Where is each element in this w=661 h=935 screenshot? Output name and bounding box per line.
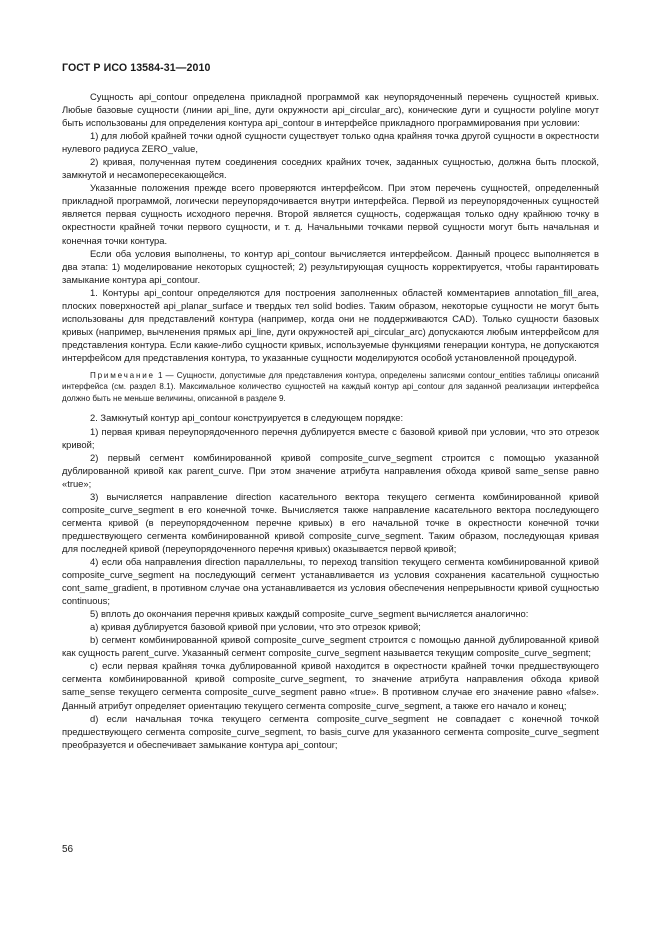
paragraph: Если оба условия выполнены, то контур api_contour вычисляется интерфейсом. Данный процесс выполняется в два этапа: 1) моделирование некоторых сущностей; 2) результирующая сущность корректируется, чтобы гарантировать замыкание контура api_contour. — [62, 247, 599, 285]
note-text: 1 — Сущности, допустимые для представления контура, определены записями contour_entities таблицы описаний интерфейса (см. раздел 8.1). Максимальное количество сущностей на каждый контур api_contour для заданной реализации интерфейса должно быть не меньше величины, описанной в разделе 9. — [62, 370, 600, 403]
document-header: ГОСТ Р ИСО 13584-31—2010 — [62, 62, 211, 74]
paragraph: b) сегмент комбинированной кривой composite_curve_segment строится с помощью данной дублированной кривой как сущность parent_curve. Указанный сегмент composite_curve_segment называется текущим composite_curve_segment; — [62, 634, 599, 659]
paragraph: c) если первая крайняя точка дублированной кривой находится в окрестности крайней точки предшествующего сегмента комбинированной кривой composite_curve_segment, то значение атрибута направления обхода кривой same_sense текущего сегмента composite_curve_segment равно «true». В противном случае его значение равно «false». Данный атрибут определяет ориентацию текущего сегмента composite_curve_segment, а также его начало и конец; — [62, 660, 599, 711]
paragraph: 5) вплоть до окончания перечня кривых каждый composite_curve_segment вычисляется аналогично: — [90, 608, 529, 620]
note-label: Примечание — [90, 370, 155, 380]
paragraph: 1) для любой крайней точки одной сущности существует только одна крайняя точка другой сущности в окрестности нулевого радиуса ZERO_value, — [62, 130, 599, 155]
paragraph: 1) первая кривая переупорядоченного перечня дублируется вместе с базовой кривой при условии, что это отрезок кривой; — [62, 425, 599, 450]
page-number: 56 — [62, 844, 74, 855]
paragraph: 2) кривая, полученная путем соединения соседних крайних точек, заданных сущностью, должна быть плоской, замкнутой и несамопересекающейся. — [62, 156, 599, 181]
paragraph: a) кривая дублируется базовой кривой при условии, что это отрезок кривой; — [90, 621, 421, 633]
note — [62, 370, 599, 405]
paragraph: 3) вычисляется направление direction касательного вектора текущего сегмента комбинированной кривой composite_curve_segment в его конечной точке. Вычисляется также направление касательного вектора последующего сегмента кривой (в переупорядоченном перечне кривых) в его начальной точке в окрестности конечной точки предшествующего сегмента комбинированной кривой composite_curve_segment. Таким образом, последующая кривая для последней кривой (переупорядоченного перечня кривых) оказывается первой кривой; — [62, 490, 599, 554]
paragraph: Сущность api_contour определена прикладной программой как неупорядоченный перечень сущностей кривых. Любые базовые сущности (линии api_line, дуги окружности api_circular_arc), конические дуги и сущности polyline могут быть использованы для определения контура api_contour в интерфейсе прикладного программирования при условии: — [62, 91, 599, 129]
paragraph: 2. Замкнутый контур api_contour конструируется в следующем порядке: — [90, 412, 404, 424]
paragraph: 1. Контуры api_contour определяются для построения заполненных областей комментариев annotation_fill_area, плоских поверхностей api_planar_surface и твердых тел solid bodies. Таким образом, некоторые сущности не могут быть использованы для представлений контура (например, когда они не поддерживаются CAD). Только сущности базовых кривых (например, вычленения прямых api_line, дуги окружностей api_circular_arc) допускаются любым интерфейсом для представления контура. Если какие-либо сущности кривых, используемые функциями генерации контура, не допускаются интерфейсом для представления контура, то указанные сущности моделируются особой установленной процедурой. — [62, 286, 599, 363]
paragraph: 4) если оба направления direction параллельны, то переход transition текущего сегмента комбинированной кривой composite_curve_segment на последующий сегмент устанавливается из условия сохранения касательной сущностью cont_same_gradient, в противном случае она устанавливается из условия обеспечения непрерывности кривой сущностью continuous; — [62, 556, 599, 607]
paragraph: 2) первый сегмент комбинированной кривой composite_curve_segment строится с помощью указанной дублированной кривой как parent_curve. При этом значение атрибута направления обхода кривой same_sense равно «true»; — [62, 451, 599, 489]
paragraph: Указанные положения прежде всего проверяются интерфейсом. При этом перечень сущностей, определенный прикладной программой, логически переупорядочивается внутри интерфейса. Первой из переупорядоченных сущностей является первая сущность исходного перечня. Второй является сущность, содержащая только одну крайнюю точку в окрестности крайней точки первого сущности, и т. д. Начальными точками первой сущности могут быть начальная и конечная точки контура. — [62, 182, 599, 246]
document-body — [62, 90, 599, 751]
paragraph: d) если начальная точка текущего сегмента composite_curve_segment не совпадает с конечной точкой предшествующего сегмента composite_curve_segment, то basis_curve для указанного сегмента composite_curve_segment преобразуется и обеспечивает замыкание контура api_contour; — [62, 712, 599, 750]
